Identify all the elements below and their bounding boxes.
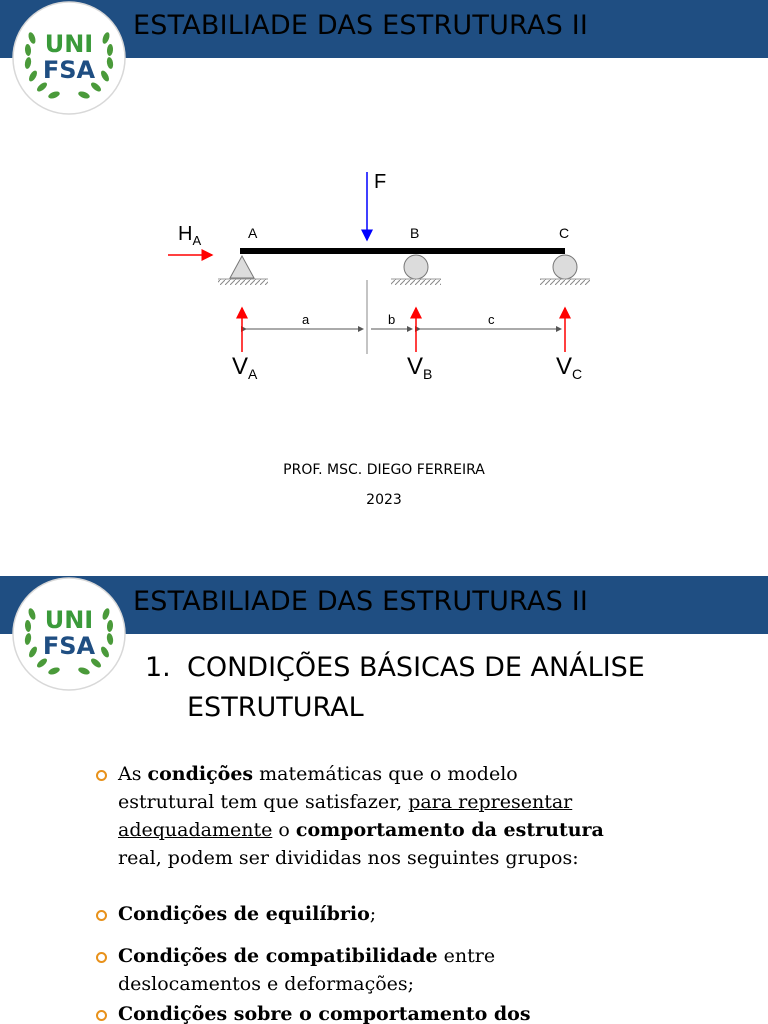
underlined-text: adequadamente xyxy=(118,819,273,841)
bold-text: Condições de compatibilidade xyxy=(118,945,438,967)
roller-support-b xyxy=(404,255,428,279)
section-title-line-1: CONDIÇÕES BÁSICAS DE ANÁLISE xyxy=(187,652,645,683)
bullet-icon xyxy=(96,952,107,963)
unifsa-logo xyxy=(10,576,128,692)
dim-a-label: a xyxy=(302,312,310,327)
vc-label: $V_C$ xyxy=(556,353,583,382)
ground-b xyxy=(391,279,441,285)
text: estrutural tem que satisfazer, xyxy=(118,791,409,813)
node-c-label: C xyxy=(559,225,570,241)
bold-text: condições xyxy=(147,763,254,785)
bold-text: Condições sobre o comportamento dos xyxy=(118,1003,531,1024)
beam-diagram xyxy=(150,160,610,390)
ground-c xyxy=(540,279,590,285)
ha-label: $H_A$ xyxy=(178,223,202,248)
slide-2 xyxy=(0,576,768,1024)
bullet-icon xyxy=(96,770,107,781)
logo-uni: UNI xyxy=(44,606,94,634)
unifsa-logo xyxy=(10,0,128,116)
text: o xyxy=(272,819,296,841)
vb-label: $V_B$ xyxy=(407,353,433,382)
bold-text: Condições de equilíbrio xyxy=(118,903,370,925)
roller-support-c xyxy=(553,255,577,279)
logo-fsa: FSA xyxy=(42,56,96,84)
pin-support-a xyxy=(230,256,254,278)
text: real, podem ser divididas nos seguintes grupos: xyxy=(118,847,579,869)
node-a-label: A xyxy=(248,225,258,241)
ground-a xyxy=(218,279,268,285)
underlined-text: para representar xyxy=(408,791,573,813)
header-title: ESTABILIADE DAS ESTRUTURAS II xyxy=(133,586,589,617)
slide-gap xyxy=(0,560,768,576)
section-title-line-2: ESTRUTURAL xyxy=(187,692,364,723)
text: entre xyxy=(437,945,496,967)
header-title: ESTABILIADE DAS ESTRUTURAS II xyxy=(133,10,589,41)
year-credit: 2023 xyxy=(366,492,402,508)
dim-c-label: c xyxy=(488,312,495,327)
va-label: $V_A$ xyxy=(232,353,258,382)
bullet-icon xyxy=(96,1010,107,1021)
text: As xyxy=(118,763,148,785)
section-number: 1. xyxy=(145,652,171,683)
bullet-icon xyxy=(96,910,107,921)
logo-fsa: FSA xyxy=(42,632,96,660)
node-b-label: B xyxy=(410,225,420,241)
text: deslocamentos e deformações; xyxy=(118,973,415,995)
dim-b-label: b xyxy=(388,312,396,327)
bold-text: comportamento da estrutura xyxy=(295,819,604,841)
author-credit: PROF. MSC. DIEGO FERREIRA xyxy=(283,462,485,478)
text: matemáticas que o modelo xyxy=(253,763,518,785)
text: ; xyxy=(369,903,377,925)
force-label: F xyxy=(374,171,387,193)
logo-uni: UNI xyxy=(44,30,94,58)
beam xyxy=(240,248,565,254)
